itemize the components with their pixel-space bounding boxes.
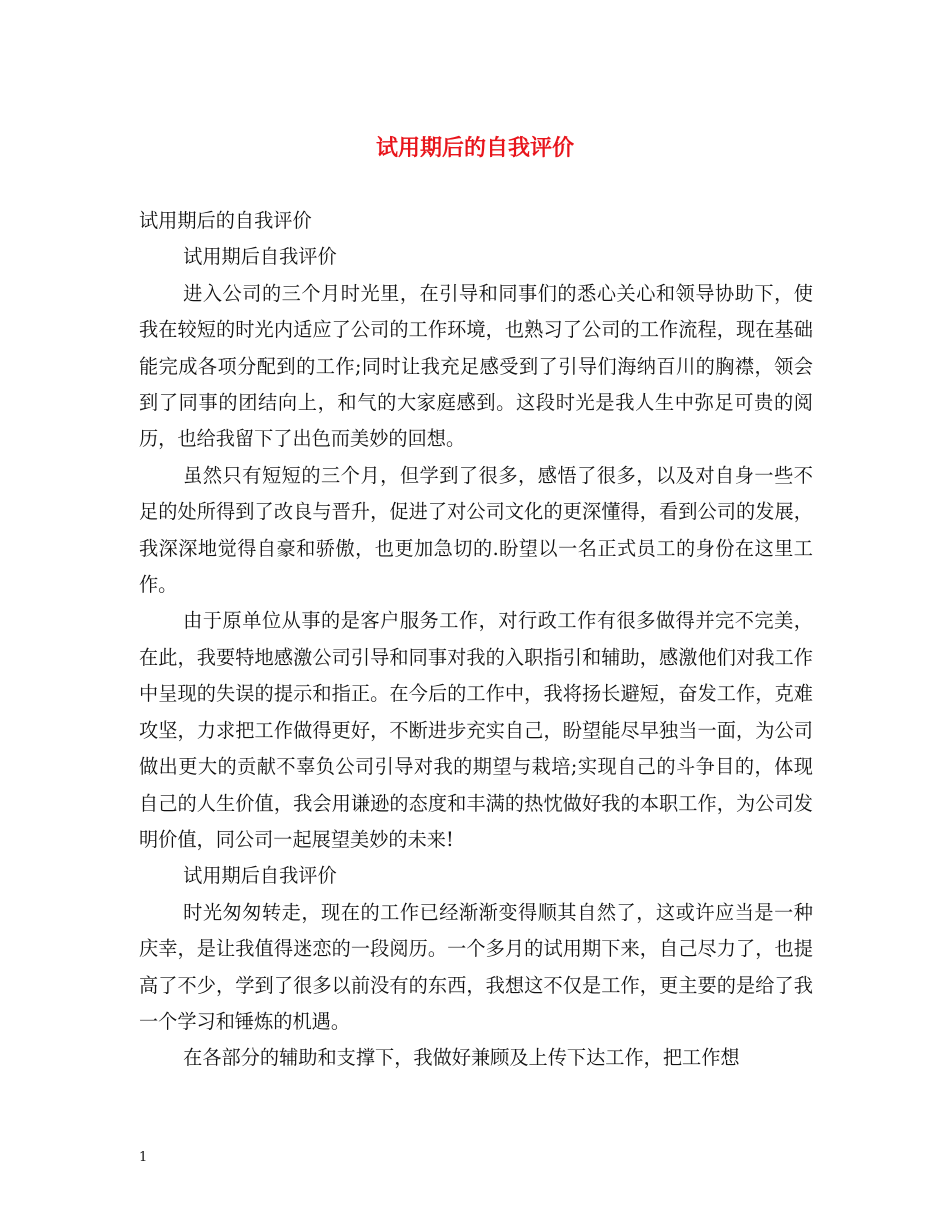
paragraph-section-heading: 试用期后自我评价 [183,864,337,888]
document-body [139,203,813,1077]
paragraph-subtitle: 试用期后的自我评价 [139,209,312,232]
page-number: 1 [139,1150,148,1165]
paragraph: 进入公司的三个月时光里，在引导和同事们的悉心关心和领导协助下，使我在较短的时光内适应了公司的工作环境，也熟习了公司的工作流程，现在基础能完成各项分配到的工作;同时让我充足感受到了引导们海纳百川的胸襟，领会到了同事的团结向上，和气的大家庭感到。这段时光是我人生中弥足可贵的阅历，也给我留下了出色而美妙的回想。 [139,281,813,451]
paragraph: 虽然只有短短的三个月，但学到了很多，感悟了很多，以及对自身一些不足的处所得到了改良与晋升，促进了对公司文化的更深懂得，看到公司的发展，我深深地觉得自豪和骄傲，也更加急切的.盼望以一名正式员工的身份在这里工作。 [139,463,813,597]
paragraph: 在各部分的辅助和支撑下，我做好兼顾及上传下达工作，把工作想 [183,1046,740,1070]
paragraph-section-heading: 试用期后自我评价 [183,245,337,269]
paragraph: 时光匆匆转走，现在的工作已经渐渐变得顺其自然了，这或许应当是一种庆幸，是让我值得迷恋的一段阅历。一个多月的试用期下来，自己尽力了，也提高了不少，学到了很多以前没有的东西，我想这不仅是工作，更主要的是给了我一个学习和锤炼的机遇。 [139,900,813,1033]
paragraph: 由于原单位从事的是客户服务工作，对行政工作有很多做得并完不完美，在此，我要特地感激公司引导和同事对我的入职指引和辅助，感激他们对我工作中呈现的失误的提示和指正。在今后的工作中，我将扬长避短，奋发工作，克难攻坚，力求把工作做得更好，不断进步充实自己，盼望能尽早独当一面，为公司做出更大的贡献不辜负公司引导对我的期望与栽培;实现自己的斗争目的，体现自己的人生价值，我会用谦逊的态度和丰满的热忱做好我的本职工作，为公司发明价值，同公司一起展望美妙的未来! [139,609,813,851]
document-title: 试用期后的自我评价 [375,135,574,161]
